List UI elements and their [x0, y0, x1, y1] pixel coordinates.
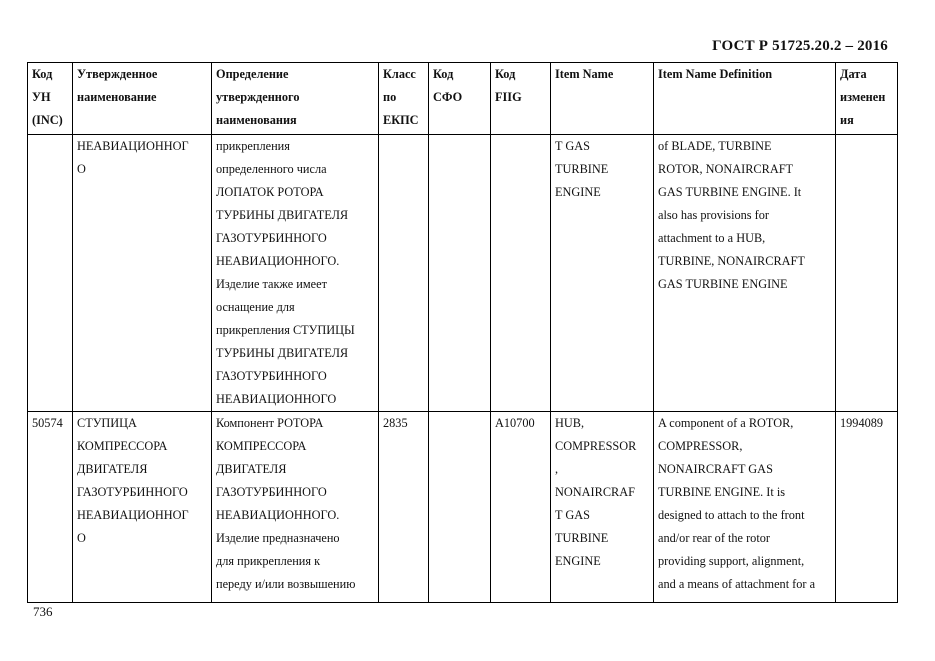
cell-sfo-code [429, 412, 491, 603]
cell-item-name-definition: A component of a ROTOR, COMPRESSOR, NONAIRCRAFT GAS TURBINE ENGINE. It is designed to attach to the front and/or rear of the rotor providing support, alignment, and a means of attachment for a [654, 412, 836, 603]
column-header-name-definition: Определение утвержденного наименования [212, 63, 379, 135]
document-standard-header: ГОСТ Р 51725.20.2 – 2016 [712, 38, 888, 54]
cell-fiig-code [491, 135, 551, 412]
cell-approved-name: НЕАВИАЦИОННОГ О [73, 135, 212, 412]
column-header-approved-name: Утвержденное наименование [73, 63, 212, 135]
column-header-fiig-code: Код FIIG [491, 63, 551, 135]
cell-fiig-code: A10700 [491, 412, 551, 603]
column-header-item-name: Item Name [551, 63, 654, 135]
cell-item-name: HUB, COMPRESSOR , NONAIRCRAF T GAS TURBINE ENGINE [551, 412, 654, 603]
page-number: 736 [33, 604, 53, 619]
cell-name-definition: Компонент РОТОРА КОМПРЕССОРА ДВИГАТЕЛЯ ГАЗОТУРБИННОГО НЕАВИАЦИОННОГО. Изделие предназначено для прикрепления к переду и/или возвышению [212, 412, 379, 603]
cell-ekps-class [379, 135, 429, 412]
cell-item-name: T GAS TURBINE ENGINE [551, 135, 654, 412]
table-row [28, 135, 898, 412]
cell-change-date [836, 135, 898, 412]
table-header-row [28, 63, 898, 135]
column-header-change-date: Дата изменен ия [836, 63, 898, 135]
column-header-inc-code: Код УН (INC) [28, 63, 73, 135]
cell-approved-name: СТУПИЦА КОМПРЕССОРА ДВИГАТЕЛЯ ГАЗОТУРБИННОГО НЕАВИАЦИОННОГ О [73, 412, 212, 603]
cell-name-definition: прикрепления определенного числа ЛОПАТОК РОТОРА ТУРБИНЫ ДВИГАТЕЛЯ ГАЗОТУРБИННОГО НЕАВИАЦИОННОГО. Изделие также имеет оснащение для прикрепления СТУПИЦЫ ТУРБИНЫ ДВИГАТЕЛЯ ГАЗОТУРБИННОГО НЕАВИАЦИОННОГО [212, 135, 379, 412]
cell-change-date: 1994089 [836, 412, 898, 603]
column-header-item-name-definition: Item Name Definition [654, 63, 836, 135]
cell-inc-code [28, 135, 73, 412]
table-row [28, 412, 898, 603]
cell-sfo-code [429, 135, 491, 412]
cell-ekps-class: 2835 [379, 412, 429, 603]
column-header-ekps-class: Класс по ЕКПС [379, 63, 429, 135]
classification-table [27, 62, 898, 603]
cell-inc-code: 50574 [28, 412, 73, 603]
cell-item-name-definition: of BLADE, TURBINE ROTOR, NONAIRCRAFT GAS TURBINE ENGINE. It also has provisions for attachment to a HUB, TURBINE, NONAIRCRAFT GAS TURBINE ENGINE [654, 135, 836, 412]
column-header-sfo-code: Код СФО [429, 63, 491, 135]
